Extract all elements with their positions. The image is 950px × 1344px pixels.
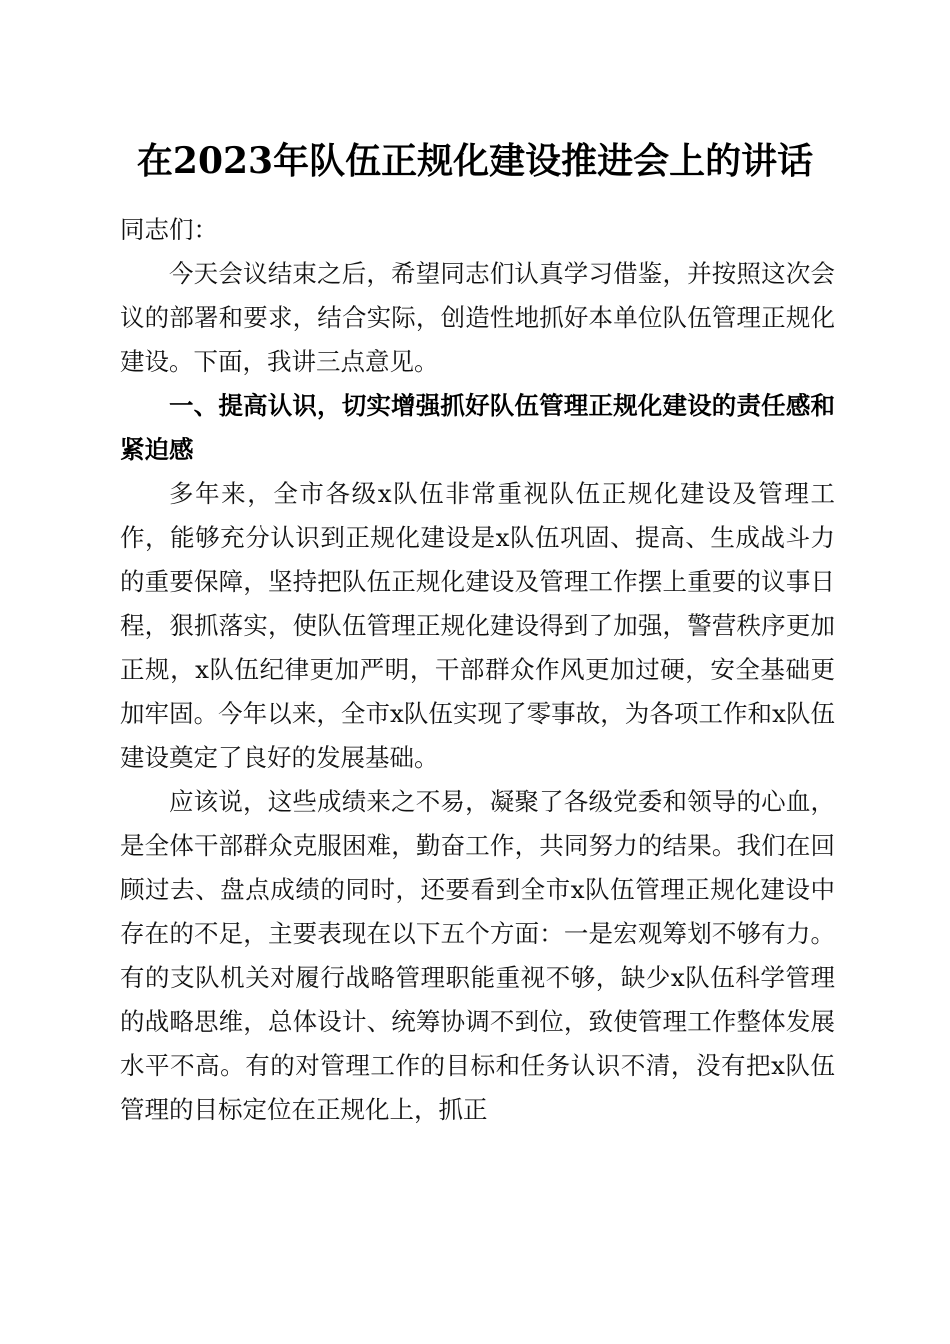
document-body	[120, 208, 835, 1132]
paragraph-intro: 今天会议结束之后，希望同志们认真学习借鉴，并按照这次会议的部署和要求，结合实际，创造性地抓好本单位队伍管理正规化建设。下面，我讲三点意见。	[120, 259, 835, 376]
salutation: 同志们：	[120, 215, 218, 244]
paragraph-shortcomings: 应该说，这些成绩来之不易，凝聚了各级党委和领导的心血，是全体干部群众克服困难，勤奋工作，共同努力的结果。我们在回顾过去、盘点成绩的同时，还要看到全市x队伍管理正规化建设中存在的不足，主要表现在以下五个方面：一是宏观筹划不够有力。有的支队机关对履行战略管理职能重视不够，缺少x队伍科学管理的战略思维，总体设计、统筹协调不到位，致使管理工作整体发展水平不高。有的对管理工作的目标和任务认识不清，没有把x队伍管理的目标定位在正规化上，抓正	[120, 787, 835, 1124]
document-title: 在2023年队伍正规化建设推进会上的讲话	[136, 140, 814, 182]
paragraph-achievements: 多年来，全市各级x队伍非常重视队伍正规化建设及管理工作，能够充分认识到正规化建设是x队伍巩固、提高、生成战斗力的重要保障，坚持把队伍正规化建设及管理工作摆上重要的议事日程，狠抓落实，使队伍管理正规化建设得到了加强，警营秩序更加正规，x队伍纪律更加严明，干部群众作风更加过硬，安全基础更加牢固。今年以来，全市x队伍实现了零事故，为各项工作和x队伍建设奠定了良好的发展基础。	[120, 479, 835, 772]
section-heading-1: 一、提高认识，切实增强抓好队伍管理正规化建设的责任感和紧迫感	[120, 391, 835, 464]
